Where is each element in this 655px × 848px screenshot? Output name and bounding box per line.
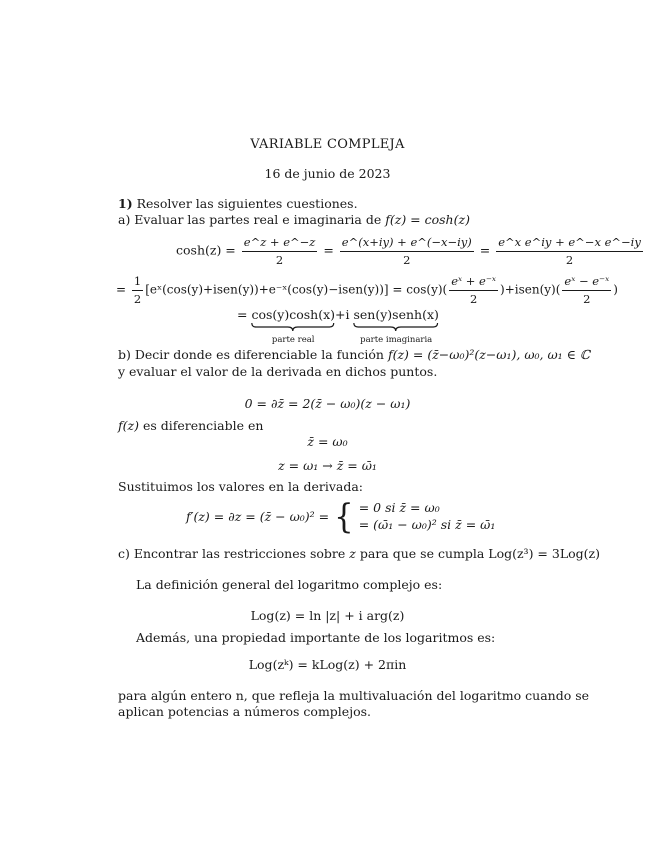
case-2: = (ω̄₁ − ω₀)² si z̄ = ω̄₁ <box>358 517 496 532</box>
document-date: 16 de junio de 2023 <box>264 166 391 181</box>
derivative-expression: f′(z) = ∂z = (z̄ − ω₀)² = <box>186 509 330 525</box>
part-c-variable: z <box>349 546 356 561</box>
diff-function: f(z) <box>118 418 139 433</box>
label-imaginary-part: parte imaginaria <box>360 335 433 345</box>
real-part-expression: cos(y)cosh(x) <box>251 307 336 322</box>
eq2-mid: )+isen(y)( <box>500 282 561 297</box>
underbrace-imag-icon <box>353 322 438 332</box>
part-a-label: a) Evaluar las partes real e imaginaria de <box>118 212 382 227</box>
document-title: VARIABLE COMPLEJA <box>250 137 405 152</box>
part-b-derivative <box>186 497 496 537</box>
fraction-2: $\frac{e\^{}(x+iy) + e\^{}(-x-iy)}{2}$ <box>341 235 472 267</box>
log-definition-equation: Log(z) = ln |z| + i arg(z) <box>250 608 405 623</box>
part-b-line-1 <box>118 347 590 363</box>
part-b-function: f(z) = (z̄−ω₀)²(z−ω₁), ω₀, ω₁ ∈ ℂ <box>387 347 590 362</box>
closing-line-2: aplican potencias a números complejos. <box>118 704 371 719</box>
eq2-body: [eˣ(cos(y)+isen(y))+e⁻ˣ(cos(y)−isen(y))] = cos(y)( <box>145 282 448 297</box>
part-b-label: b) Decir donde es diferenciable la función <box>118 347 384 362</box>
part-b-substitution-text: Sustituimos los valores en la derivada: <box>118 479 363 494</box>
eq2-end: ) <box>613 282 618 297</box>
part-a-function: f(z) = cosh(z) <box>385 212 470 227</box>
part-b-diff-line <box>118 418 263 434</box>
part-b-line-2: y evaluar el valor de la derivada en dichos puntos. <box>118 364 438 379</box>
part-c-condition: para que se cumpla Log(z³) = 3Log(z) <box>359 546 600 561</box>
imaginary-part-underbrace <box>353 307 439 345</box>
fraction-4: $\frac{\text{eˣ + e⁻ˣ}}{2}$ <box>451 274 497 306</box>
eq1-lhs: cosh(z) = <box>176 242 236 258</box>
fraction-1: $\frac{e\^{}z + e\^{}-z}{2}$ <box>243 235 316 267</box>
part-a-equation-1: cosh(z) = $\frac{e\^{}z + e\^{}-z}{2}$ = $\frac{e\^{}(x+iy) + e\^{}(-x-iy)}{2}$ = $\frac{\text{e\textasciicircum{}x e\textasciicircum{}iy + e\textasciicircum{}−x e\textasciicircum{}−iy}}{2}$ <box>176 235 641 267</box>
fraction-3: $\frac{\text{e\textasciicircum{}x e\textasciicircum{}iy + e\textasciicircum{}−x e\textasciicircum{}−iy}}{2}$ <box>498 235 641 267</box>
fraction-5: $\frac{\text{eˣ − e⁻ˣ}}{2}$ <box>564 274 610 306</box>
left-brace-icon: { <box>334 497 354 537</box>
log-property-text: Además, una propiedad importante de los logaritmos es: <box>136 630 496 645</box>
part-b-equation-2: z̄ = ω₀ <box>307 434 348 449</box>
part-c-statement <box>118 546 600 562</box>
problem-text: Resolver las siguientes cuestiones. <box>136 196 358 211</box>
underbrace-real-icon <box>251 322 335 332</box>
problem-number: 1) <box>118 196 133 211</box>
case-1: = 0 si z̄ = ω₀ <box>358 500 440 516</box>
problem-statement <box>118 196 358 212</box>
diff-text: es diferenciable en <box>142 418 264 433</box>
real-part-underbrace <box>251 307 336 345</box>
part-a-equation-3: = cos(y)cosh(x) parte real +i sen(y)senh(x) parte imaginaria <box>237 307 439 345</box>
fraction-half: $\frac{1}{2}$ <box>133 274 142 306</box>
part-b-equation-1: 0 = ∂z̄ = 2(z̄ − ω₀)(z − ω₁) <box>244 396 411 411</box>
derivative-cases <box>359 500 496 534</box>
part-c-label: c) Encontrar las restricciones sobre <box>118 546 346 561</box>
log-property-equation: Log(zᵏ) = kLog(z) + 2πin <box>248 657 407 672</box>
part-b-equation-3: z = ω₁ → z̄ = ω̄₁ <box>278 458 377 473</box>
part-a-equation-2: = $\frac{1}{2}$ [eˣ(cos(y)+isen(y))+e⁻ˣ(cos(y)−isen(y))] = cos(y)( $\frac{\text{eˣ + e⁻ˣ}}{2}$ )+isen(y)( $\frac{\text{eˣ − e⁻ˣ}}{2}$ ) <box>116 274 618 306</box>
plus-i: +i <box>335 307 350 322</box>
imaginary-part-expression: sen(y)senh(x) <box>353 307 439 322</box>
closing-line-1: para algún entero n, que refleja la multivaluación del logaritmo cuando se <box>118 688 590 703</box>
part-a-statement <box>118 212 470 228</box>
label-real-part: parte real <box>271 335 315 345</box>
log-definition-text: La definición general del logaritmo complejo es: <box>136 577 443 592</box>
